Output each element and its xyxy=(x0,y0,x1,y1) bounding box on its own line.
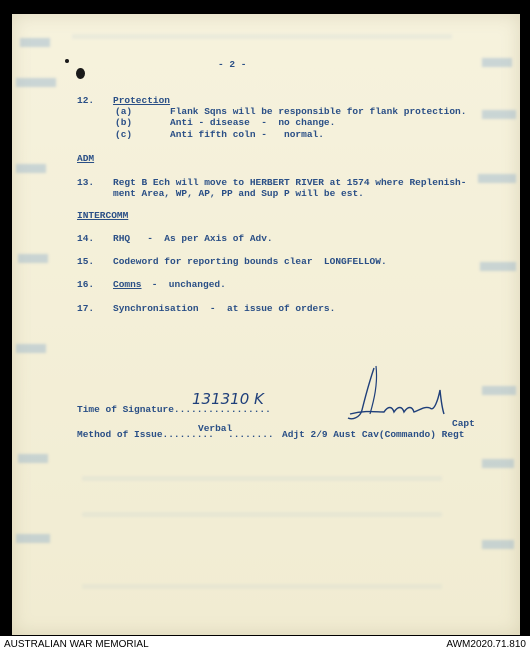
item-13-number: 13. xyxy=(77,177,95,188)
item-14-text: RHQ - As per Axis of Adv. xyxy=(113,233,273,244)
footer-institution: AUSTRALIAN WAR MEMORIAL xyxy=(4,639,149,650)
bleed-mark xyxy=(16,78,56,87)
item-17-number: 17. xyxy=(77,303,95,314)
item-12c-label: (c) xyxy=(115,129,133,140)
item-13-line-2: ment Area, WP, AP, PP and Sup P will be est. xyxy=(113,188,364,199)
time-of-signature-value: 131310 K xyxy=(192,390,264,408)
archive-footer xyxy=(0,636,530,653)
bleed-mark xyxy=(82,476,442,481)
bleed-mark xyxy=(72,34,452,39)
item-13-line-1: Regt B Ech will move to HERBERT RIVER at 1574 where Replenish- xyxy=(113,177,467,188)
bleed-mark xyxy=(16,164,46,173)
bleed-mark xyxy=(482,110,516,119)
bleed-mark xyxy=(480,262,516,271)
item-12a-label: (a) xyxy=(115,106,133,117)
bleed-mark xyxy=(82,584,442,589)
bleed-mark xyxy=(16,534,50,543)
item-16-number: 16. xyxy=(77,279,95,290)
bleed-mark xyxy=(482,386,516,395)
bleed-mark xyxy=(482,540,514,549)
bleed-mark xyxy=(82,512,442,517)
page-number: - 2 - xyxy=(218,59,247,70)
ink-spot-icon xyxy=(65,59,69,63)
method-of-issue-label: Method of Issue......... xyxy=(77,429,214,440)
punch-hole-icon xyxy=(76,68,85,79)
adm-heading: ADM xyxy=(77,153,95,164)
intercomm-heading: INTERCOMM xyxy=(77,210,129,221)
footer-accession-number: AWM2020.71.810 xyxy=(446,639,526,650)
item-12c-text: Anti fifth coln - normal. xyxy=(170,129,324,140)
item-12-heading: Protection xyxy=(113,95,171,106)
bleed-mark xyxy=(482,459,514,468)
item-16-label: Comns xyxy=(113,279,142,290)
method-of-issue-dots: ........ xyxy=(228,429,274,440)
bleed-mark xyxy=(18,454,48,463)
method-of-issue-value: Verbal xyxy=(198,423,233,434)
time-of-signature-label: Time of Signature................. xyxy=(77,404,271,415)
bleed-mark xyxy=(478,174,516,183)
item-15-number: 15. xyxy=(77,256,95,267)
item-12b-label: (b) xyxy=(115,117,133,128)
item-16-text: - unchanged. xyxy=(146,279,226,290)
item-15-text: Codeword for reporting bounds clear LONGFELLOW. xyxy=(113,256,387,267)
item-12-number: 12. xyxy=(77,95,95,106)
item-17-text: Synchronisation - at issue of orders. xyxy=(113,303,336,314)
bleed-mark xyxy=(16,344,46,353)
signatory-appointment: Adjt 2/9 Aust Cav(Commando) Regt xyxy=(282,429,465,440)
signatory-rank: Capt xyxy=(452,418,475,429)
handwritten-signature xyxy=(340,360,460,430)
bleed-mark xyxy=(20,38,50,47)
item-14-number: 14. xyxy=(77,233,95,244)
item-12a-text: Flank Sqns will be responsible for flank protection. xyxy=(170,106,467,117)
bleed-mark xyxy=(482,58,512,67)
item-12b-text: Anti - disease - no change. xyxy=(170,117,336,128)
bleed-mark xyxy=(18,254,48,263)
